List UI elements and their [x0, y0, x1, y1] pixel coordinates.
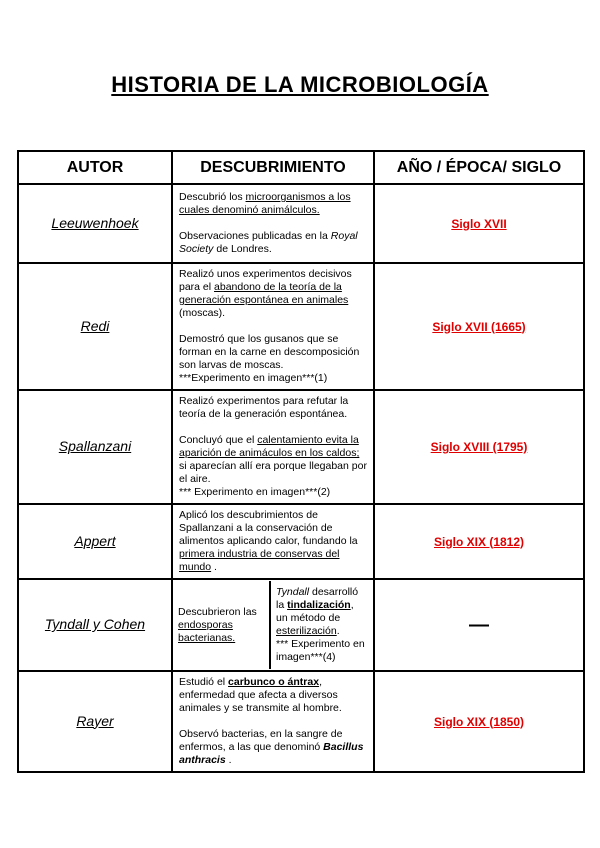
text-segment: Concluyó que el — [179, 434, 258, 446]
ano-cell — [374, 579, 584, 671]
table-row — [18, 390, 584, 504]
ano-cell — [374, 184, 584, 263]
descubrimiento-cell — [172, 671, 374, 772]
paragraph — [179, 230, 367, 256]
descubrimiento-cell — [172, 263, 374, 390]
descubrimiento-cell — [172, 504, 374, 579]
paragraph — [179, 372, 367, 385]
autor-name: Spallanzani — [58, 438, 132, 454]
text-segment: esterilización — [276, 625, 337, 637]
text-segment: Observaciones publicadas en la — [179, 230, 331, 242]
text-segment: Descubrió los — [179, 191, 246, 203]
autor-cell-tyndall-cohen — [18, 579, 172, 671]
autor-name: Redi — [80, 317, 110, 334]
col-header-descubrimiento: DESCUBRIMIENTO — [172, 151, 374, 184]
paragraph — [179, 333, 367, 372]
text-segment: Demostró que los gusanos que se forman en la carne en descomposición son larvas de moscas. — [179, 333, 360, 371]
siglo-value: Siglo XIX (1812) — [433, 534, 525, 549]
paragraph — [276, 638, 368, 664]
siglo-value: Siglo XVIII (1795) — [430, 440, 528, 454]
autor-cell-leeuwenhoek — [18, 184, 172, 263]
descubrimiento-cell — [172, 184, 374, 263]
autor-name: Appert — [74, 532, 116, 549]
table-row — [18, 579, 584, 671]
text-segment: abandono de la teoría de la generación espontánea en animales — [179, 281, 349, 306]
split-wrap — [173, 581, 373, 669]
text-segment: microorganismos a los cuales denominó animálculos. — [179, 191, 351, 216]
paragraph — [179, 191, 367, 217]
paragraph — [178, 606, 264, 645]
ano-cell — [374, 671, 584, 772]
ano-cell — [374, 504, 584, 579]
col-header-autor: AUTOR — [18, 151, 172, 184]
table-row — [18, 263, 584, 390]
text-segment: Descubrieron las — [178, 605, 257, 618]
table-row — [18, 184, 584, 263]
siglo-dash: — — [469, 613, 489, 636]
text-segment: Observó bacterias, en la sangre de enfermos, a las que denominó — [179, 728, 343, 753]
text-segment: de Londres. — [213, 243, 272, 255]
text-segment: , un método de — [276, 599, 354, 624]
paragraph — [179, 486, 367, 499]
text-segment: calentamiento evita la aparición de animáculos en los caldos; — [179, 434, 360, 459]
table-row — [18, 504, 584, 579]
descubrimiento-cell — [172, 390, 374, 504]
paragraph — [179, 395, 367, 421]
text-segment: primera industria de conservas del mundo — [179, 548, 340, 573]
text-segment: Royal Society — [179, 230, 358, 255]
paragraph — [179, 509, 367, 574]
siglo-value: Siglo XVII (1665) — [432, 319, 526, 334]
text-segment: endosporas bacterianas. — [178, 618, 236, 644]
text-segment: Realizó experimentos para refutar la teoría de la generación espontánea. — [179, 395, 349, 420]
autor-name: Leeuwenhoek — [51, 214, 139, 231]
autor-name: Rayer — [76, 712, 114, 729]
text-segment: carbunco o ántrax — [228, 676, 320, 688]
descubrimiento-cell-split — [172, 579, 374, 671]
descubrimiento-subcell-right — [271, 581, 373, 669]
text-segment: *** Experimento en imagen***(4) — [276, 638, 365, 663]
text-segment: . — [336, 625, 340, 637]
text-segment: . — [211, 561, 217, 573]
paragraph — [179, 728, 367, 767]
text-segment: tindalización — [287, 599, 351, 611]
paragraph — [179, 676, 367, 715]
text-segment: Realizó unos experimentos decisivos para el — [179, 268, 352, 293]
table-header-row — [18, 151, 584, 184]
text-segment: desarrolló la — [276, 586, 359, 611]
text-segment: Estudió el — [179, 676, 229, 688]
autor-cell-appert — [18, 504, 172, 579]
text-segment: ***Experimento en imagen***(1) — [179, 372, 328, 384]
descubrimiento-subcell-left — [173, 581, 271, 669]
text-segment: Bacillus anthracis — [179, 741, 364, 766]
paragraph — [179, 268, 367, 320]
text-segment: Tyndall — [276, 586, 310, 598]
history-table — [17, 150, 585, 773]
ano-cell — [374, 390, 584, 504]
text-segment: . — [225, 754, 232, 766]
text-segment: Aplicó los descubrimientos de Spallanzani a la conservación de alimentos aplicando calor, fundando la — [179, 509, 358, 547]
page-title: HISTORIA DE LA MICROBIOLOGÍA — [111, 72, 489, 97]
text-segment: (moscas). — [179, 307, 226, 319]
siglo-value: Siglo XVII — [451, 216, 507, 231]
text-segment: si aparecían allí era porque llegaban por el aire. — [179, 460, 367, 485]
table-row — [18, 671, 584, 772]
autor-cell-redi — [18, 263, 172, 390]
autor-name: Tyndall y Cohen — [44, 616, 146, 632]
paragraph — [276, 586, 368, 638]
autor-cell-rayer — [18, 671, 172, 772]
text-segment: , enfermedad que afecta a diversos animales y se transmite al hombre. — [179, 676, 342, 714]
siglo-value: Siglo XIX (1850) — [433, 714, 525, 729]
text-segment: *** Experimento en imagen***(2) — [179, 486, 331, 498]
autor-cell-spallanzani — [18, 390, 172, 504]
col-header-ano: AÑO / ÉPOCA/ SIGLO — [374, 151, 584, 184]
ano-cell — [374, 263, 584, 390]
paragraph — [179, 434, 367, 486]
